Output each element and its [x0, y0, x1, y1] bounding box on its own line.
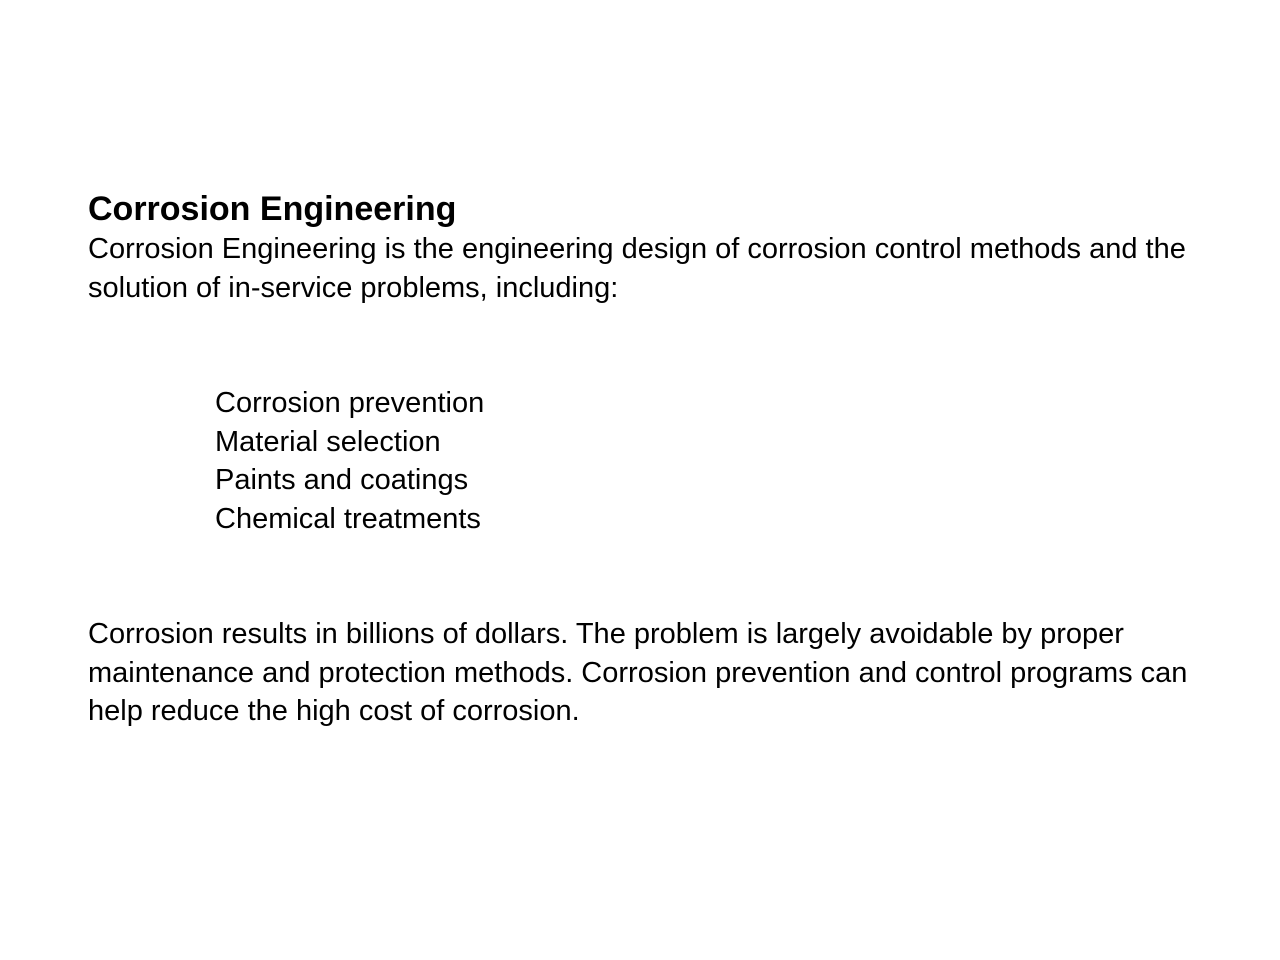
conclusion-paragraph: Corrosion results in billions of dollars. The problem is largely avoidable by proper maintenance and protection methods. Corrosion prevention and control programs can help reduce the high cost of corrosion. — [88, 618, 1188, 727]
list-item: Corrosion prevention — [215, 387, 485, 419]
list-item: Material selection — [215, 425, 441, 458]
topics-list — [215, 384, 1218, 538]
list-item: Paints and coatings — [215, 464, 469, 496]
document-title: Corrosion Engineering — [88, 190, 457, 228]
intro-paragraph: Corrosion Engineering is the engineering design of corrosion control methods and the solution of in-service problems, including: — [88, 233, 1186, 304]
document-page — [88, 188, 1218, 731]
list-item: Chemical treatments — [215, 502, 481, 535]
